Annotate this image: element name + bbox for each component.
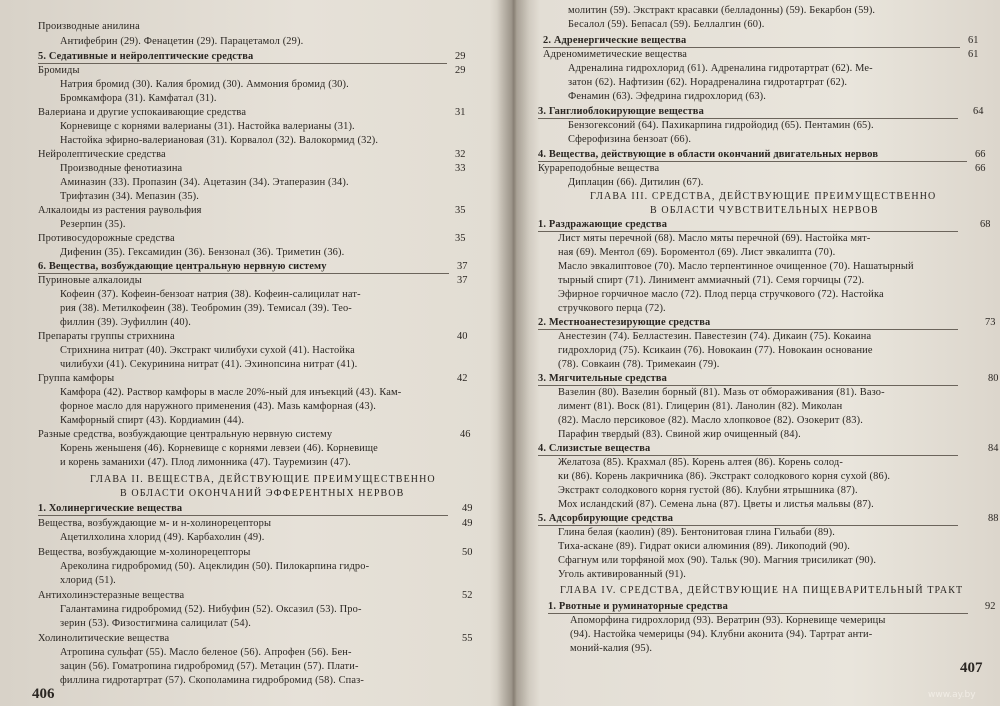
heading-underline	[538, 118, 958, 119]
toc-entry: Мох исландский (87). Семена льна (87). Цветы и листья мальвы (87).	[558, 499, 874, 510]
toc-entry: Сфагнум или торфяной мох (90). Тальк (90). Магния трисиликат (90).	[558, 555, 877, 566]
toc-entry: зерин (53). Физостигмина салицилат (54).	[60, 618, 252, 629]
toc-entry: Анестезин (74). Белластезин. Павестезин (74). Дикаин (75). Кокаина	[558, 331, 872, 342]
toc-entry: Бесалол (59). Бепасал (59). Беллалгин (60).	[568, 19, 765, 30]
toc-entry: и корень заманихи (47). Плод лимонника (47). Тауремизин (47).	[60, 457, 351, 468]
toc-entry: Натрия бромид (30). Калия бромид (30). Аммония бромид (30).	[60, 79, 349, 90]
toc-entry: (94). Настойка чемерицы (94). Клубни аконита (94). Тартрат анти-	[570, 629, 873, 640]
toc-entry: Алкалоиды из растения раувольфия	[38, 205, 202, 216]
right-page	[512, 0, 1000, 706]
toc-entry: Тиха-аскане (89). Гидрат окиси алюминия (89). Ликоподий (90).	[558, 541, 850, 552]
section-heading: 3. Мягчительные средства	[538, 373, 667, 384]
heading-underline	[538, 231, 958, 232]
toc-entry: (82). Масло персиковое (82). Масло хлопковое (82). Озокерит (83).	[558, 415, 863, 426]
section-heading: 1. Рвотные и руминаторные средства	[548, 601, 729, 612]
toc-page-number: 33	[455, 163, 466, 174]
toc-entry: Корень женьшеня (46). Корневище с корнями левзеи (46). Корневище	[60, 443, 378, 454]
toc-entry: хлорид (51).	[60, 575, 116, 586]
toc-page-number: 37	[457, 261, 468, 272]
toc-entry: Курареподобные вещества	[538, 163, 660, 174]
toc-entry: Адреномиметические вещества	[543, 49, 688, 60]
toc-entry: стручкового перца (72).	[558, 303, 666, 314]
toc-entry: форное масло для наружного применения (43). Мазь камфорная (43).	[60, 401, 377, 412]
toc-page-number: 42	[457, 373, 468, 384]
toc-entry: Парафин твердый (83). Свиной жир очищенный (84).	[558, 429, 801, 440]
chapter-heading-line: В ОБЛАСТИ ЧУВСТВИТЕЛЬНЫХ НЕРВОВ	[650, 205, 879, 216]
heading-underline	[538, 385, 958, 386]
toc-entry: Камфорный спирт (43). Кордиамин (44).	[60, 415, 245, 426]
heading-underline	[548, 613, 968, 614]
section-heading: 4. Слизистые вещества	[538, 443, 651, 454]
toc-entry: Производные анилина	[38, 21, 140, 32]
toc-entry: Камфора (42). Раствор камфоры в масле 20%-ный для инъекций (43). Кам-	[60, 387, 402, 398]
toc-page-number: 35	[455, 233, 466, 244]
section-heading: 1. Холинергические вещества	[38, 503, 183, 514]
toc-entry: Бензогексоний (64). Пахикарпина гидройодид (65). Пентамин (65).	[568, 120, 874, 131]
toc-entry: Диплацин (66). Дитилин (67).	[568, 177, 704, 188]
toc-page-number: 66	[975, 163, 986, 174]
heading-underline	[38, 515, 448, 516]
toc-page-number: 68	[980, 219, 991, 230]
toc-page-number: 32	[455, 149, 466, 160]
toc-entry: филлина гидротартрат (57). Скополамина гидробромид (58). Спаз-	[60, 675, 364, 686]
toc-page-number: 84	[988, 443, 999, 454]
toc-page-number: 61	[968, 49, 979, 60]
toc-entry: тырный спирт (71). Линимент аммиачный (71). Семя горчицы (72).	[558, 275, 865, 286]
heading-underline	[38, 273, 449, 274]
right-page-number: 407	[960, 660, 983, 676]
toc-entry: Антихолинэстеразные вещества	[38, 590, 185, 601]
toc-entry: Бромиды	[38, 65, 80, 76]
toc-page-number: 92	[985, 601, 996, 612]
toc-entry: Настойка эфирно-валериановая (31). Корвалол (32). Валокормид (32).	[60, 135, 379, 146]
toc-entry: чилибухи (41). Секуринина нитрат (41). Эхинопсина нитрат (41).	[60, 359, 358, 370]
heading-underline	[543, 47, 960, 48]
toc-entry: гидрохлорид (75). Ксикаин (76). Новокаин (77). Новокаин основание	[558, 345, 873, 356]
toc-entry: Экстракт солодкового корня густой (86). Клубни ятрышника (87).	[558, 485, 858, 496]
toc-page-number: 73	[985, 317, 996, 328]
toc-page-number: 66	[975, 149, 986, 160]
toc-entry: Антифебрин (29). Фенацетин (29). Парацетамол (29).	[60, 36, 304, 47]
section-heading: 1. Раздражающие средства	[538, 219, 668, 230]
toc-entry: Валериана и другие успокаивающие средства	[38, 107, 247, 118]
toc-page-number: 52	[462, 590, 473, 601]
toc-entry: Корневище с корнями валерианы (31). Настойка валерианы (31).	[60, 121, 355, 132]
toc-page-number: 40	[457, 331, 468, 342]
toc-page-number: 29	[455, 65, 466, 76]
toc-entry: зацин (56). Гоматропина гидробромид (57). Метацин (57). Плати-	[60, 661, 359, 672]
toc-entry: Нейролептические средства	[38, 149, 166, 160]
toc-entry: Аминазин (33). Пропазин (34). Ацетазин (34). Этаперазин (34).	[60, 177, 349, 188]
toc-entry: Вещества, возбуждающие м-холинорецепторы	[38, 547, 251, 558]
toc-entry: филлин (39). Эуфиллин (40).	[60, 317, 192, 328]
heading-underline	[538, 329, 958, 330]
toc-entry: Кофеин (37). Кофеин-бензоат натрия (38). Кофеин-салицилат нат-	[60, 289, 361, 300]
section-heading: 5. Седативные и нейролептические средства	[38, 51, 254, 62]
section-heading: 5. Адсорбирующие средства	[538, 513, 674, 524]
heading-underline	[538, 525, 958, 526]
section-heading: 3. Ганглиоблокирующие вещества	[538, 106, 704, 117]
toc-entry: Желатоза (85). Крахмал (85). Корень алтея (86). Корень солод-	[558, 457, 843, 468]
toc-entry: Пуриновые алкалоиды	[38, 275, 142, 286]
chapter-heading-line: В ОБЛАСТИ ОКОНЧАНИЙ ЭФФЕРЕНТНЫХ НЕРВОВ	[120, 488, 405, 499]
toc-page-number: 29	[455, 51, 466, 62]
toc-entry: затон (62). Нафтизин (62). Норадреналина гидротартрат (62).	[568, 77, 848, 88]
section-heading: 6. Вещества, возбуждающие центральную нервную систему	[38, 261, 327, 272]
section-heading: 4. Вещества, действующие в области окончаний двигательных нервов	[538, 149, 879, 160]
toc-entry: рия (38). Метилкофеин (38). Теобромин (39). Темисал (39). Тео-	[60, 303, 352, 314]
watermark: www.ay.by	[928, 690, 976, 700]
toc-entry: Трифтазин (34). Мепазин (35).	[60, 191, 200, 202]
heading-underline	[38, 63, 447, 64]
toc-entry: Адреналина гидрохлорид (61). Адреналина гидротартрат (62). Ме-	[568, 63, 873, 74]
left-page-number: 406	[32, 686, 55, 702]
toc-entry: ная (69). Ментол (69). Бороментол (69). Лист эвкалипта (70).	[558, 247, 836, 258]
toc-entry: Ацетилхолина хлорид (49). Карбахолин (49).	[60, 532, 265, 543]
toc-page-number: 49	[462, 503, 473, 514]
toc-entry: Препараты группы стрихнина	[38, 331, 175, 342]
toc-entry: Уголь активированный (91).	[558, 569, 686, 580]
toc-entry: Бромкамфора (31). Камфатал (31).	[60, 93, 217, 104]
toc-page-number: 49	[462, 518, 473, 529]
toc-entry: Производные фенотиазина	[60, 163, 183, 174]
toc-page-number: 31	[455, 107, 466, 118]
toc-entry: Вещества, возбуждающие м- и н-холинорецепторы	[38, 518, 272, 529]
toc-entry: Разные средства, возбуждающие центральную нервную систему	[38, 429, 333, 440]
toc-entry: Масло эвкалиптовое (70). Масло терпентинное очищенное (70). Нашатырный	[558, 261, 914, 272]
toc-entry: (78). Совкаин (78). Тримекаин (79).	[558, 359, 720, 370]
toc-entry: моний-калия (95).	[570, 643, 653, 654]
toc-page-number: 50	[462, 547, 473, 558]
toc-entry: Противосудорожные средства	[38, 233, 175, 244]
toc-entry: Апоморфина гидрохлорид (93). Вератрин (93). Корневище чемерицы	[570, 615, 886, 626]
toc-entry: Эфирное горчичное масло (72). Плод перца стручкового (72). Настойка	[558, 289, 884, 300]
toc-entry: Атропина сульфат (55). Масло беленое (56). Апрофен (56). Бен-	[60, 647, 352, 658]
section-heading: 2. Адренергические вещества	[543, 35, 687, 46]
toc-page-number: 46	[460, 429, 471, 440]
toc-entry: Группа камфоры	[38, 373, 115, 384]
heading-underline	[538, 161, 967, 162]
chapter-heading-line: ГЛАВА III. СРЕДСТВА, ДЕЙСТВУЮЩИЕ ПРЕИМУЩЕСТВЕННО	[590, 191, 937, 202]
toc-page-number: 61	[968, 35, 979, 46]
toc-entry: Резерпин (35).	[60, 219, 126, 230]
toc-entry: Лист мяты перечной (68). Масло мяты перечной (69). Настойка мят-	[558, 233, 871, 244]
toc-entry: Глина белая (каолин) (89). Бентонитовая глина Гильаби (89).	[558, 527, 835, 538]
toc-entry: Стрихнина нитрат (40). Экстракт чилибухи сухой (41). Настойка	[60, 345, 355, 356]
heading-underline	[538, 455, 958, 456]
toc-entry: Холинолитические вещества	[38, 633, 170, 644]
toc-entry: Фенамин (63). Эфедрина гидрохлорид (63).	[568, 91, 767, 102]
toc-page-number: 37	[457, 275, 468, 286]
toc-entry: Ареколина гидробромид (50). Ацеклидин (50). Пилокарпина гидро-	[60, 561, 370, 572]
toc-page-number: 64	[973, 106, 984, 117]
chapter-heading-line: ГЛАВА IV. СРЕДСТВА, ДЕЙСТВУЮЩИЕ НА ПИЩЕВАРИТЕЛЬНЫЙ ТРАКТ	[560, 585, 964, 596]
toc-page-number: 55	[462, 633, 473, 644]
toc-page-number: 88	[988, 513, 999, 524]
toc-page-number: 35	[455, 205, 466, 216]
chapter-heading-line: ГЛАВА II. ВЕЩЕСТВА, ДЕЙСТВУЮЩИЕ ПРЕИМУЩЕСТВЕННО	[90, 474, 436, 485]
toc-entry: Галантамина гидробромид (52). Нибуфин (52). Оксазил (53). Про-	[60, 604, 362, 615]
toc-page-number: 80	[988, 373, 999, 384]
toc-entry: Дифенин (35). Гексамидин (36). Бензонал (36). Триметин (36).	[60, 247, 345, 258]
toc-entry: молитин (59). Экстракт красавки (белладонны) (59). Бекарбон (59).	[568, 5, 876, 16]
toc-entry: Сферофизина бензоат (66).	[568, 134, 692, 145]
section-heading: 2. Местноанестезирующие средства	[538, 317, 711, 328]
toc-entry: лимент (81). Воск (81). Глицерин (81). Ланолин (82). Миколан	[558, 401, 843, 412]
toc-entry: ки (86). Корень лакричника (86). Экстракт солодкового корня сухой (86).	[558, 471, 891, 482]
toc-entry: Вазелин (80). Вазелин борный (81). Мазь от обмораживания (81). Вазо-	[558, 387, 885, 398]
